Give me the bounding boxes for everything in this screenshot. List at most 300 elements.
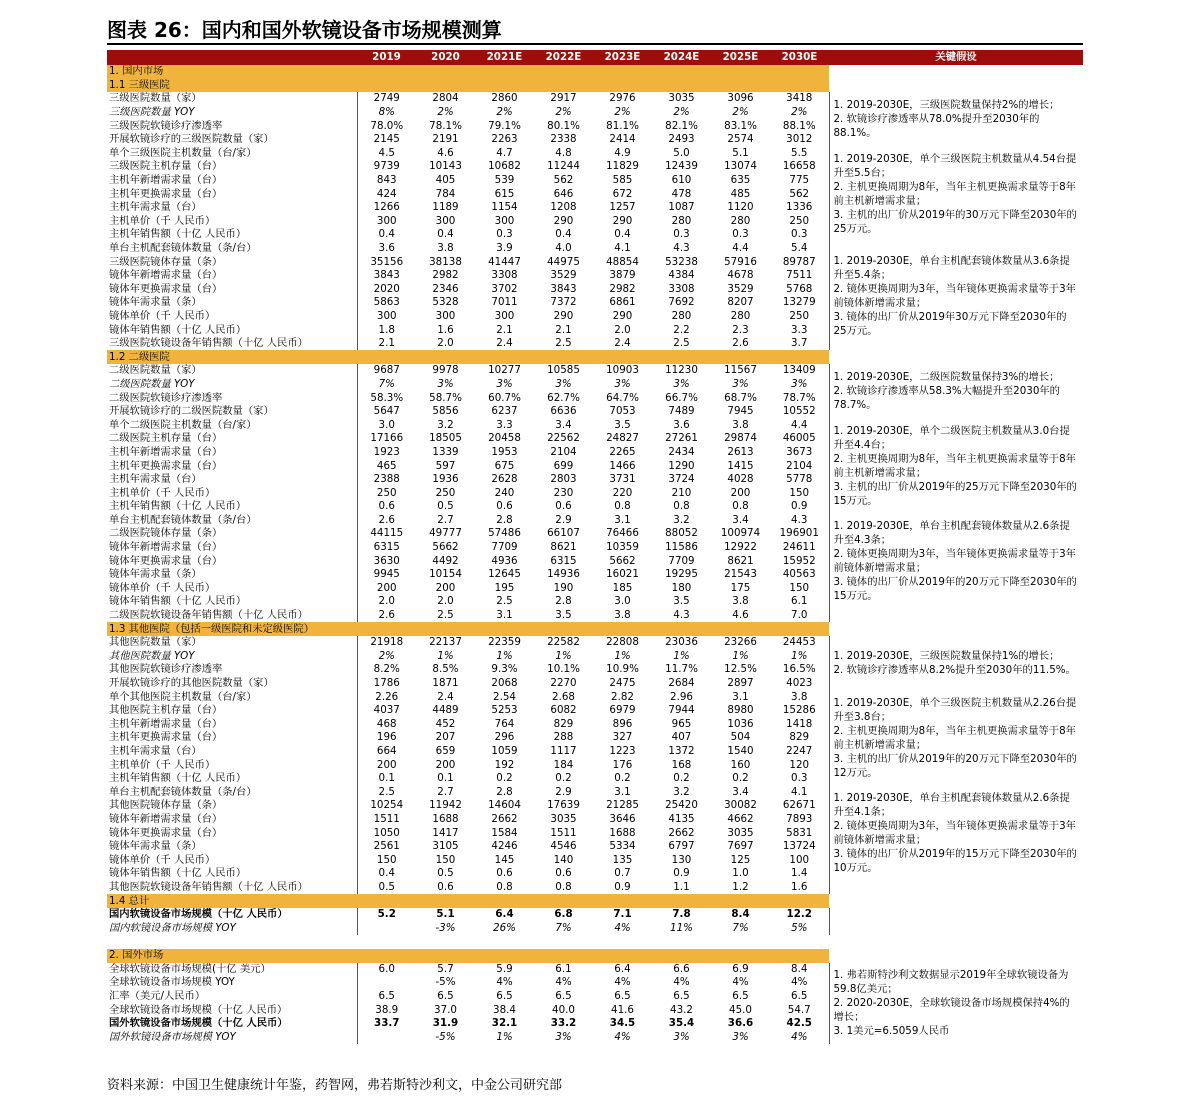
value-cell: 3.1: [614, 785, 631, 798]
row-label: 主机年新增需求量（台）: [107, 174, 357, 188]
value-cell: 2.5: [437, 609, 454, 622]
section-label: 2. 国外市场: [107, 949, 829, 963]
value-cell: 3843: [373, 269, 400, 282]
value-cell: 21285: [606, 799, 639, 812]
value-cell: 4.3: [673, 242, 690, 255]
section-note-blank: [829, 622, 1083, 636]
spacer-row: [107, 935, 1083, 949]
value-cell: 15286: [782, 704, 816, 717]
value-cell: 9.3%: [491, 663, 518, 676]
value-cell: 0.2: [614, 772, 631, 785]
value-cell: 2982: [609, 282, 636, 295]
value-cell: 2145: [373, 133, 400, 146]
value-cell: 4.4: [791, 418, 808, 431]
value-cell: 8207: [727, 296, 754, 309]
value-cell: 0.7: [614, 867, 631, 880]
value-cell: 4%: [673, 976, 690, 989]
value-cell: 3630: [373, 554, 400, 567]
value-cell: 0.8: [732, 500, 749, 513]
value-cell: 4.3: [791, 513, 808, 526]
row-label: 主机单价（千 人民币）: [107, 215, 357, 229]
value-cell: 1540: [727, 744, 754, 757]
assumption-line: 3. 主机的出厂价从2019年的30万元下降至2030年的25万元。: [833, 209, 1077, 236]
value-cell: 610: [671, 174, 692, 187]
value-cell: 22582: [547, 636, 580, 649]
section-label: 1.4 总计: [107, 894, 829, 908]
value-cell: 1050: [373, 826, 400, 839]
value-cell: 7%: [555, 921, 572, 934]
value-cell: 12439: [665, 160, 698, 173]
value-cell: 1.4: [791, 867, 808, 880]
value-cell: 62671: [782, 799, 816, 812]
value-cell: 9945: [373, 568, 400, 581]
value-cell: 3879: [609, 269, 636, 282]
value-cell: 3.0: [378, 418, 395, 431]
value-cell: 3.3: [791, 323, 808, 336]
value-cell: 12922: [724, 541, 757, 554]
value-cell: 14604: [488, 799, 521, 812]
assumption-line: 1. 2019-2030E，三级医院数量保持2%的增长；: [833, 99, 1060, 112]
value-cell: 843: [376, 174, 397, 187]
table-row: [107, 963, 1083, 977]
assumption-note: [829, 242, 1083, 351]
value-cell: 3.1: [614, 513, 631, 526]
value-cell: 200: [376, 581, 397, 594]
row-label: 镜体年需求量（条）: [107, 568, 357, 582]
year-header: 2023E: [593, 50, 652, 65]
value-cell: 68.7%: [724, 391, 757, 404]
value-cell: 17166: [370, 432, 404, 445]
value-cell: 1266: [373, 201, 400, 214]
value-cell: 3529: [727, 282, 754, 295]
spacer-cell: [107, 935, 1083, 949]
value-cell: 6315: [373, 541, 400, 554]
row-label: 二级医院软镜设备年销售额（十亿 人民币）: [107, 609, 357, 623]
value-cell: 125: [730, 853, 751, 866]
value-cell: 699: [553, 459, 574, 472]
value-cell: 8980: [727, 704, 754, 717]
row-label: 镜体年更换需求量（台）: [107, 283, 357, 297]
row-label: 三级医院软镜设备年销售额（十亿 人民币）: [107, 337, 357, 351]
row-label: 镜体年新增需求量（台）: [107, 269, 357, 283]
value-cell: 58.7%: [429, 391, 462, 404]
year-header: 2022E: [534, 50, 593, 65]
value-cell: 1466: [609, 459, 636, 472]
value-cell: 3702: [491, 282, 518, 295]
value-cell: [357, 921, 416, 935]
value-cell: 66107: [547, 527, 580, 540]
value-cell: 2%: [673, 106, 690, 119]
value-cell: 465: [376, 459, 397, 472]
value-cell: 0.3: [673, 228, 690, 241]
value-cell: 2.5: [496, 595, 513, 608]
value-cell: 3.5: [614, 418, 631, 431]
row-label: 镜体年销售额（十亿 人民币）: [107, 867, 357, 881]
value-cell: 42.5: [786, 1017, 812, 1030]
row-label: 镜体年更换需求量（台）: [107, 554, 357, 568]
value-cell: 1786: [373, 677, 400, 690]
assumption-note: [829, 364, 1083, 418]
value-cell: 4.6: [437, 146, 454, 159]
value-cell: 290: [612, 214, 633, 227]
value-cell: 250: [789, 309, 810, 322]
assumption-note: [829, 514, 1083, 609]
value-cell: 11567: [724, 364, 757, 377]
section-note-blank: [829, 894, 1083, 908]
assumption-line: 2. 镜体更换周期为3年，当年镜体更换需求量等于3年前镜体新增需求量；: [833, 820, 1076, 847]
value-cell: 6.8: [554, 908, 573, 921]
value-cell: 5.5: [791, 146, 808, 159]
value-cell: 4135: [668, 812, 695, 825]
value-cell: 200: [435, 758, 456, 771]
value-cell: 1%: [673, 649, 690, 662]
value-cell: 0.4: [614, 228, 631, 241]
value-cell: 0.9: [791, 500, 808, 513]
row-label: 主机年需求量（台）: [107, 745, 357, 759]
value-cell: 2191: [432, 133, 459, 146]
row-label: 单个其他医院主机数量（台/家）: [107, 690, 357, 704]
value-cell: 190: [553, 581, 574, 594]
value-cell: 407: [671, 731, 692, 744]
section-note-blank: [829, 79, 1083, 93]
section-row: [107, 949, 1083, 963]
row-label: 主机年新增需求量（台）: [107, 446, 357, 460]
value-cell: 300: [435, 309, 456, 322]
value-cell: 5778: [786, 473, 813, 486]
value-cell: 4936: [491, 554, 518, 567]
table-row: [107, 690, 1083, 704]
value-cell: 2749: [373, 92, 400, 105]
value-cell: 196901: [779, 527, 819, 540]
value-cell: 6.5: [732, 990, 749, 1003]
value-cell: 5.7: [437, 962, 454, 975]
value-cell: 7.0: [791, 609, 808, 622]
value-cell: 4.8: [555, 146, 572, 159]
value-cell: 46005: [782, 432, 816, 445]
value-cell: 78.7%: [782, 391, 816, 404]
value-cell: 3%: [614, 377, 631, 390]
row-label: 镜体单价（千 人民币）: [107, 582, 357, 596]
value-cell: 2104: [786, 459, 813, 472]
value-cell: 2.4: [614, 337, 631, 350]
value-cell: 38.9: [375, 1003, 399, 1016]
row-label: 主机年销售额（十亿 人民币）: [107, 772, 357, 786]
value-cell: 83.1%: [724, 119, 757, 132]
value-cell: 4.4: [732, 242, 749, 255]
value-cell: 0.2: [555, 772, 572, 785]
value-cell: [357, 1031, 416, 1045]
value-cell: 290: [553, 309, 574, 322]
value-cell: 0.2: [673, 772, 690, 785]
value-cell: 24827: [606, 432, 639, 445]
value-cell: 3529: [550, 269, 577, 282]
value-cell: 3.8: [437, 242, 454, 255]
value-cell: 24611: [782, 541, 816, 554]
assumption-note: [829, 92, 1083, 146]
value-cell: 1923: [373, 445, 400, 458]
section-note-blank: [829, 949, 1083, 963]
value-cell: 504: [730, 731, 751, 744]
value-cell: 1257: [609, 201, 636, 214]
value-cell: 62.7%: [547, 391, 580, 404]
value-cell: 1154: [491, 201, 518, 214]
assumption-blank: [829, 908, 1083, 922]
value-cell: 10143: [429, 160, 462, 173]
value-cell: 0.5: [378, 880, 395, 893]
value-cell: 3035: [668, 92, 695, 105]
value-cell: 16021: [606, 568, 639, 581]
value-cell: 485: [730, 187, 751, 200]
value-cell: 0.1: [437, 772, 454, 785]
value-cell: 6.1: [791, 595, 808, 608]
value-cell: 81.1%: [606, 119, 639, 132]
row-label: 主机单价（千 人民币）: [107, 758, 357, 772]
value-cell: 160: [730, 758, 751, 771]
assumption-note: [829, 690, 1083, 785]
value-cell: 1087: [668, 201, 695, 214]
row-label: 二级医院数量（家）: [107, 364, 357, 378]
value-cell: 6.5: [437, 990, 454, 1003]
value-cell: 135: [612, 853, 633, 866]
value-cell: 1.1: [673, 880, 690, 893]
value-cell: 4.0: [555, 242, 572, 255]
value-cell: 184: [553, 758, 574, 771]
assumption-line: 1. 2019-2030E，单个二级医院主机数量从3.0台提升至4.4台；: [833, 425, 1070, 452]
value-cell: 78.1%: [429, 119, 462, 132]
value-cell: 0.6: [496, 867, 513, 880]
value-cell: 7%: [732, 921, 749, 934]
value-cell: 1511: [373, 812, 400, 825]
value-cell: 2.54: [493, 690, 516, 703]
value-cell: 2%: [437, 106, 454, 119]
value-cell: 1223: [609, 744, 636, 757]
value-cell: 2.5: [673, 337, 690, 350]
row-label: 主机单价（千 人民币）: [107, 486, 357, 500]
year-header: 2024E: [652, 50, 711, 65]
row-label: 其他医院软镜设备年销售额（十亿 人民币）: [107, 881, 357, 895]
value-cell: 2.82: [611, 690, 634, 703]
value-cell: 130: [671, 853, 692, 866]
row-label: 镜体年需求量（条）: [107, 296, 357, 310]
value-cell: 6979: [609, 704, 636, 717]
value-cell: 672: [612, 187, 633, 200]
value-cell: 1511: [550, 826, 577, 839]
assumption-line: 2. 主机更换周期为8年，当年主机更换需求量等于8年前主机新增需求量；: [833, 724, 1076, 751]
value-cell: 22808: [606, 636, 639, 649]
value-cell: 19295: [665, 568, 698, 581]
assumption-note: [829, 785, 1083, 880]
table-row: [107, 242, 1083, 256]
value-cell: 2.1: [555, 323, 572, 336]
value-cell: 280: [730, 309, 751, 322]
value-cell: 2068: [491, 677, 518, 690]
value-cell: 176: [612, 758, 633, 771]
value-cell: 66.7%: [665, 391, 698, 404]
value-cell: 20458: [488, 432, 521, 445]
value-cell: 2.0: [614, 323, 631, 336]
value-cell: 3.6: [378, 242, 395, 255]
value-cell: 3012: [786, 133, 813, 146]
value-cell: 150: [435, 853, 456, 866]
assumption-line: 3. 主机的出厂价从2019年的25万元下降至2030年的15万元。: [833, 481, 1077, 508]
value-cell: 1117: [550, 744, 577, 757]
value-cell: 3.0: [614, 595, 631, 608]
value-cell: 6797: [668, 840, 695, 853]
value-cell: 1584: [491, 826, 518, 839]
value-cell: 40563: [782, 568, 816, 581]
value-cell: 8.5%: [432, 663, 459, 676]
value-cell: 43.2: [670, 1003, 693, 1016]
assumption-line: 2. 主机更换周期为8年，当年主机更换需求量等于8年前主机新增需求量；: [833, 181, 1076, 208]
value-cell: 2%: [791, 106, 808, 119]
value-cell: 3418: [786, 92, 813, 105]
row-label: 主机年更换需求量（台）: [107, 187, 357, 201]
value-cell: 4489: [432, 704, 459, 717]
value-cell: 2%: [496, 106, 513, 119]
table-row: [107, 609, 1083, 623]
value-cell: 10.1%: [547, 663, 580, 676]
value-cell: 210: [671, 486, 692, 499]
row-label: 二级医院主机存量（台）: [107, 432, 357, 446]
value-cell: 6.4: [614, 962, 631, 975]
value-cell: 7893: [786, 812, 813, 825]
section-row: [107, 894, 1083, 908]
value-cell: 3646: [609, 812, 636, 825]
value-cell: 6.5: [555, 990, 572, 1003]
row-label: 汇率（美元/人民币）: [107, 990, 357, 1004]
value-cell: 4.5: [378, 146, 395, 159]
value-cell: 12645: [488, 568, 521, 581]
value-cell: 10359: [606, 541, 639, 554]
value-cell: 1688: [432, 812, 459, 825]
value-cell: 26%: [493, 921, 516, 934]
value-cell: 4.9: [614, 146, 631, 159]
row-label: 国内软镜设备市场规模（十亿 人民币）: [107, 908, 357, 922]
value-cell: 2263: [491, 133, 518, 146]
value-cell: 4.1: [614, 242, 631, 255]
value-cell: 200: [730, 486, 751, 499]
value-cell: 2628: [491, 473, 518, 486]
value-cell: 2.5: [378, 785, 395, 798]
value-cell: 0.6: [378, 500, 395, 513]
value-cell: 150: [789, 581, 810, 594]
value-cell: 5253: [491, 704, 518, 717]
row-label: 主机年新增需求量（台）: [107, 718, 357, 732]
value-cell: 180: [671, 581, 692, 594]
value-cell: 240: [494, 486, 515, 499]
assumption-line: 3. 主机的出厂价从2019年的20万元下降至2030年的12万元。: [833, 752, 1077, 779]
value-cell: 41.6: [611, 1003, 634, 1016]
value-cell: 3%: [496, 377, 513, 390]
value-cell: 6636: [550, 405, 577, 418]
value-cell: 35.4: [668, 1017, 695, 1030]
value-cell: 2684: [668, 677, 695, 690]
table-header-row: [107, 50, 1083, 65]
value-cell: 4%: [732, 976, 749, 989]
value-cell: 5.1: [732, 146, 749, 159]
value-cell: 24453: [782, 636, 816, 649]
value-cell: 6.6: [673, 962, 690, 975]
value-cell: 1%: [496, 649, 513, 662]
value-cell: 2020: [373, 282, 400, 295]
value-cell: 1372: [668, 744, 695, 757]
value-cell: 88.1%: [782, 119, 816, 132]
value-cell: -5%: [435, 1030, 456, 1043]
value-cell: 5.2: [377, 908, 396, 921]
value-cell: 6.4: [495, 908, 514, 921]
value-cell: 0.9: [673, 867, 690, 880]
value-cell: 11942: [429, 799, 462, 812]
value-cell: 1.6: [791, 880, 808, 893]
value-cell: 60.7%: [488, 391, 521, 404]
value-cell: 13724: [782, 840, 816, 853]
value-cell: 0.3: [791, 228, 808, 241]
value-cell: 10552: [782, 405, 816, 418]
value-cell: 57486: [488, 527, 521, 540]
year-header: 2020: [416, 50, 475, 65]
value-cell: 82.1%: [665, 119, 698, 132]
value-cell: 10154: [429, 568, 462, 581]
value-cell: 562: [553, 174, 574, 187]
value-cell: 4%: [496, 976, 513, 989]
value-cell: 220: [612, 486, 633, 499]
value-cell: 3%: [555, 377, 572, 390]
value-cell: 2247: [786, 744, 813, 757]
value-cell: 0.1: [378, 772, 395, 785]
value-cell: 44975: [547, 255, 580, 268]
value-cell: 16.5%: [782, 663, 816, 676]
value-cell: 2561: [373, 840, 400, 853]
value-cell: 11244: [547, 160, 580, 173]
value-cell: 4.3: [673, 609, 690, 622]
value-cell: 300: [376, 214, 397, 227]
row-label: 主机年需求量（台）: [107, 201, 357, 215]
value-cell: 2860: [491, 92, 518, 105]
value-cell: 200: [376, 758, 397, 771]
assumption-line: 2. 软镜诊疗渗透率从78.0%提升至2030年的88.1%。: [833, 113, 1040, 140]
value-cell: 7.1: [613, 908, 632, 921]
value-cell: 3731: [609, 473, 636, 486]
value-cell: 2.8: [496, 785, 513, 798]
value-cell: 478: [671, 187, 692, 200]
market-size-table: [107, 50, 1083, 1044]
value-cell: 35156: [370, 255, 404, 268]
value-cell: 3308: [491, 269, 518, 282]
figure-title: 图表 26：国内和国外软镜设备市场规模测算: [107, 18, 502, 42]
value-cell: 2104: [550, 445, 577, 458]
value-cell: 54.7: [787, 1003, 811, 1016]
value-cell: 0.6: [437, 880, 454, 893]
value-cell: 10254: [370, 799, 404, 812]
value-cell: 1120: [727, 201, 754, 214]
value-cell: 764: [494, 717, 515, 730]
value-cell: 36.6: [727, 1017, 754, 1030]
value-cell: 300: [376, 309, 397, 322]
value-cell: [357, 976, 416, 990]
row-label: 主机年更换需求量（台）: [107, 459, 357, 473]
value-cell: 7.8: [672, 908, 691, 921]
value-cell: 45.0: [729, 1003, 752, 1016]
value-cell: 1.8: [378, 323, 395, 336]
value-cell: 5%: [791, 921, 808, 934]
value-cell: 14936: [547, 568, 580, 581]
table-row: [107, 364, 1083, 378]
value-cell: 29874: [724, 432, 757, 445]
value-cell: 0.6: [555, 867, 572, 880]
value-cell: 38.4: [493, 1003, 516, 1016]
value-cell: 5.4: [791, 242, 808, 255]
value-cell: 1417: [432, 826, 459, 839]
